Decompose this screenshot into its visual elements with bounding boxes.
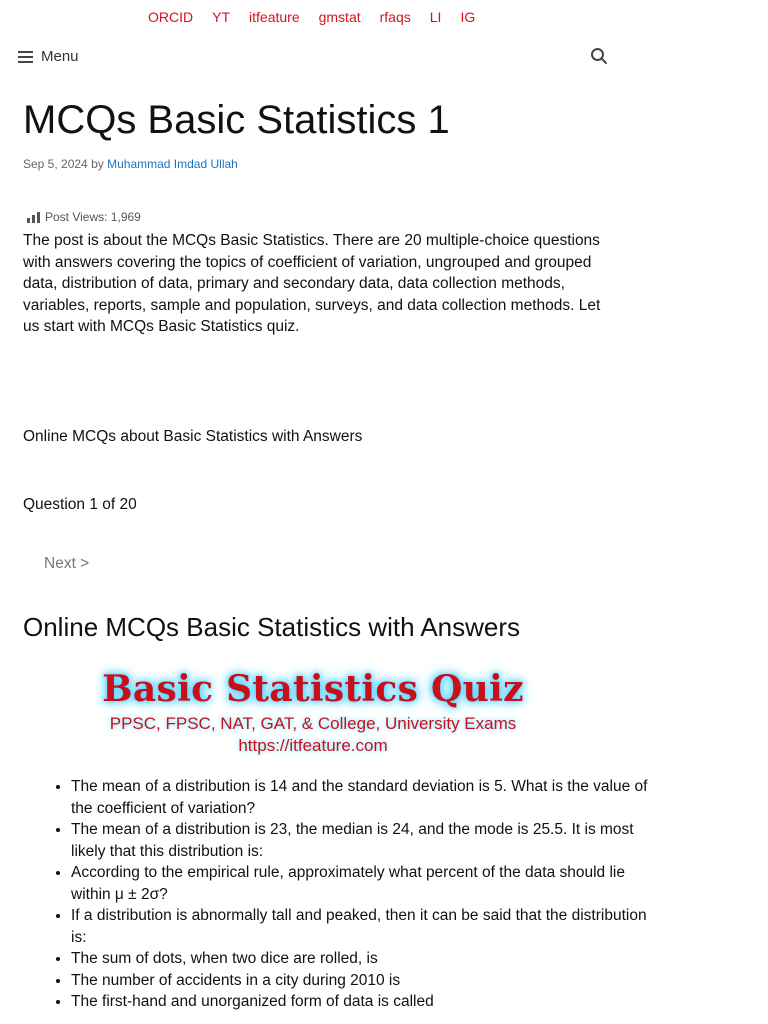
banner-title: Basic Statistics Quiz (102, 668, 524, 710)
list-item: • The first-hand and unorganized form of data is called (71, 991, 651, 1013)
byline-by: by (91, 157, 104, 171)
post-views (27, 210, 141, 224)
main-navbar (18, 44, 608, 68)
list-item: • The number of accidents in a city during 2010 is (71, 970, 651, 992)
rfaqs-link[interactable]: rfaqs (379, 9, 411, 25)
page-title: MCQs Basic Statistics 1 (23, 98, 450, 142)
list-item: • The mean of a distribution is 14 and the standard deviation is 5. What is the value of the coefficient of variation? (71, 776, 651, 819)
banner-url: https://itfeature.com (238, 736, 388, 755)
instagram-link[interactable]: IG (460, 9, 476, 25)
list-item: • If a distribution is abnormally tall and peaked, then it can be said that the distribution is: (71, 905, 651, 948)
next-button[interactable]: Next > (44, 555, 90, 572)
search-icon[interactable] (590, 47, 608, 65)
menu-label: Menu (41, 47, 79, 65)
quiz-label: Online MCQs about Basic Statistics with Answers (23, 428, 363, 445)
gmstat-link[interactable]: gmstat (318, 9, 361, 25)
linkedin-link[interactable]: LI (429, 9, 442, 25)
post-byline (23, 157, 238, 171)
youtube-link[interactable]: YT (212, 9, 231, 25)
list-item: • The sum of dots, when two dice are rolled, is (71, 948, 651, 970)
post-date: Sep 5, 2024 (23, 157, 88, 171)
intro-paragraph: The post is about the MCQs Basic Statistics. There are 20 multiple-choice questions with answers covering the topics of coefficient of variation, ungrouped and grouped data, distribution of data, primary and secondary data, data collection methods, variables, reports, sample and population, surveys, and data collection methods. Let us start with MCQs Basic Statistics quiz. (23, 232, 601, 335)
author-link[interactable]: Muhammad Imdad Ullah (107, 157, 238, 171)
list-item: • According to the empirical rule, approximately what percent of the data should lie within μ ± 2σ? (71, 862, 651, 905)
top-social-links (148, 9, 494, 25)
orcid-link[interactable]: ORCID (148, 9, 194, 25)
list-item: • The mean of a distribution is 23, the median is 24, and the mode is 25.5. It is most likely that this distribution is: (71, 819, 651, 862)
quiz-banner-image (88, 664, 538, 768)
question-list (23, 776, 651, 1013)
bar-chart-icon (27, 212, 40, 223)
post-views-text: Post Views: 1,969 (45, 210, 141, 224)
itfeature-link[interactable]: itfeature (249, 9, 300, 25)
hamburger-icon (18, 51, 33, 62)
banner-subtitle: PPSC, FPSC, NAT, GAT, & College, University Exams (109, 714, 517, 733)
question-counter: Question 1 of 20 (23, 496, 137, 513)
section-heading: Online MCQs Basic Statistics with Answers (23, 612, 521, 642)
menu-button[interactable] (18, 48, 79, 65)
